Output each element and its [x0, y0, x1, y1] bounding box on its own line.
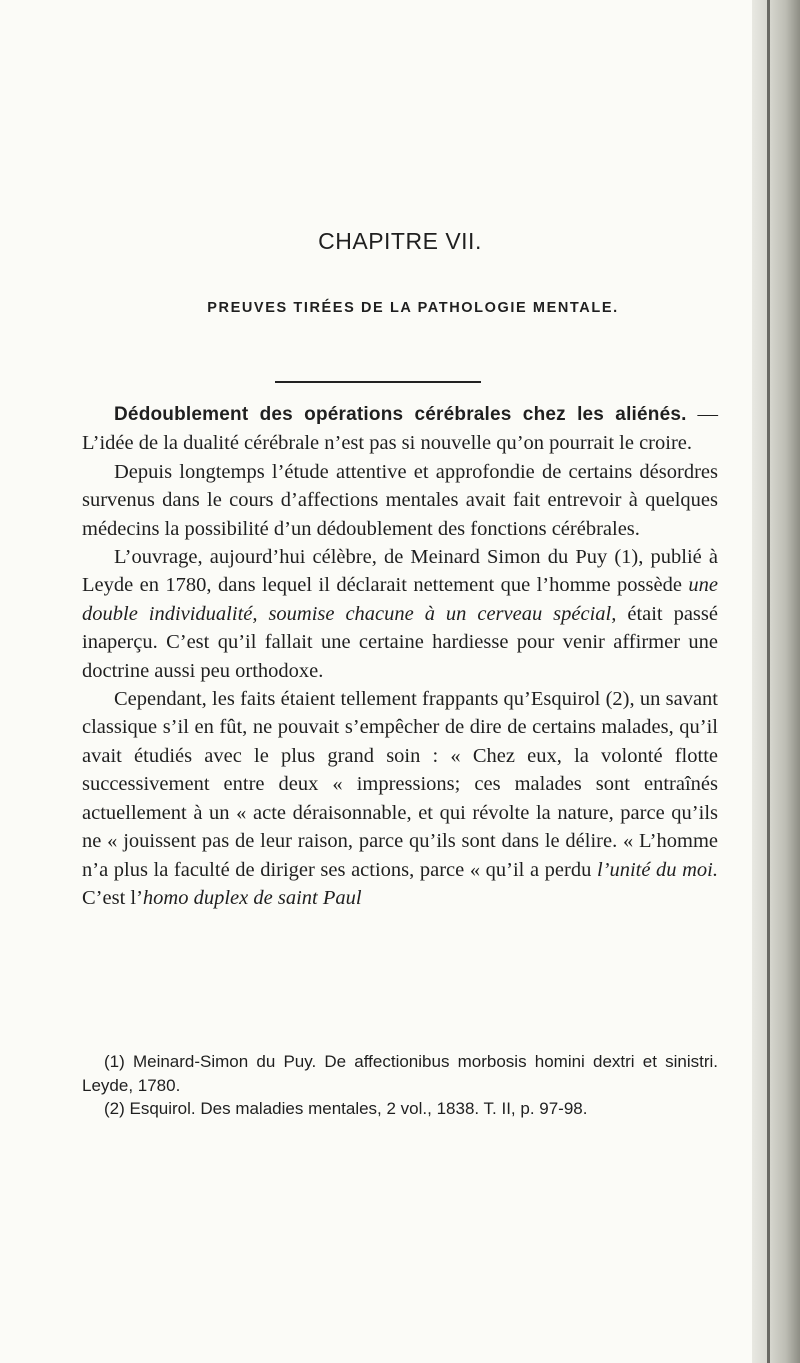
body-text	[82, 400, 718, 912]
chapter-title: CHAPITRE VII.	[318, 228, 482, 254]
footnote-2: (2) Esquirol. Des maladies mentales, 2 vol., 1838. T. II, p. 97-98.	[104, 1099, 588, 1118]
paragraph-3-italic: une double individualité, soumise chacune à un cerveau spécial,	[82, 574, 718, 625]
paragraph-4	[82, 685, 718, 912]
paragraph-4-italic-2: homo duplex de saint Paul	[142, 886, 362, 909]
paragraph-4-text-b: C’est l’	[82, 886, 143, 909]
section-title: PREUVES TIRÉES DE LA PATHOLOGIE MENTALE.	[207, 300, 619, 316]
paragraph-4-italic-1: l’unité du moi.	[596, 858, 719, 881]
paragraph-3-text-b: était passé inaperçu. C’est qu’il fallait une certaine hardiesse pour venir affirmer une doctrine aussi peu orthodoxe.	[82, 602, 718, 682]
paragraph-2: Depuis longtemps l’étude attentive et approfondie de certains désordres survenus dans le cours d’affections mentales avait fait entrevoir à quelques médecins la possibilité d’un dédoublement des fonctions cérébrales.	[82, 460, 718, 540]
paragraph-3	[82, 543, 718, 685]
paragraph-1	[82, 400, 718, 458]
divider-rule	[275, 381, 481, 383]
section-heading: Dédoublement des opérations cérébrales chez les aliénés.	[114, 404, 687, 425]
paragraph-1-text: — L’idée de la dualité cérébrale n’est pas si nouvelle qu’on pourrait le croire.	[82, 403, 718, 455]
page-edge-line	[767, 0, 770, 1363]
footnotes	[82, 1050, 718, 1121]
paragraph-4-text-a: Cependant, les faits étaient tellement frappants qu’Esquirol (2), un savant classique s’il en fût, ne pouvait s’empêcher de dire de certains malades, qu’il avait étudiés avec le plus grand soin : « Chez eux, la volonté flotte successivement entre deux « impressions; ces malades sont entraînés actuellement à un « acte déraisonnable, et qui révolte la nature, parce qu’ils ne « jouissent pas de leur raison, parce qu’ils sont dans le délire. « L’homme n’a plus la faculté de diriger ses actions, parce « qu’il a perdu	[82, 688, 718, 881]
page-edge-shadow	[752, 0, 800, 1363]
paragraph-3-text-a: L’ouvrage, aujourd’hui célèbre, de Meinard Simon du Puy (1), publié à Leyde en 1780, dans lequel il déclarait nettement que l’homme possède	[82, 546, 718, 597]
footnote-1: (1) Meinard-Simon du Puy. De affectionibus morbosis homini dextri et sinistri. Leyde, 1780.	[82, 1052, 718, 1095]
